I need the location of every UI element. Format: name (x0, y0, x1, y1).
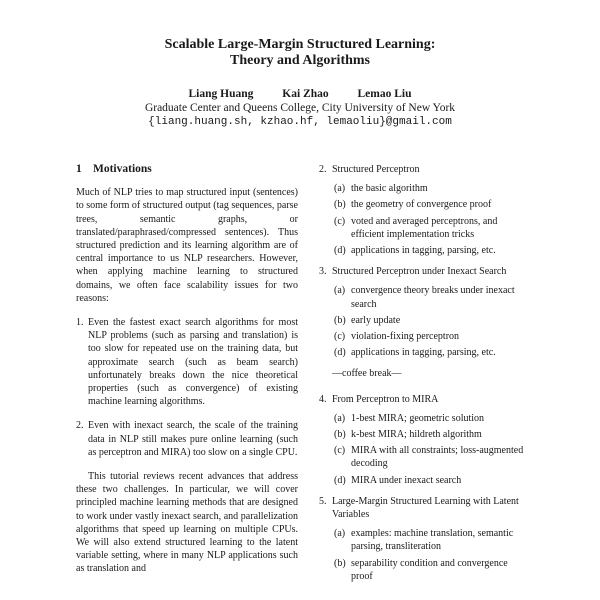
topic-subitem (319, 215, 525, 241)
list-item (76, 419, 298, 459)
subitem-text: the basic algorithm (351, 183, 428, 195)
topic-subitem (319, 444, 525, 470)
section-heading (76, 163, 298, 176)
subitem-text: k-best MIRA; hildreth algorithm (351, 429, 482, 441)
topic-subitem (319, 244, 525, 257)
topic-subitem (319, 198, 525, 211)
subitem-label: (c) (334, 445, 346, 457)
topic-subitem (319, 182, 525, 195)
topic-heading (319, 495, 525, 521)
list-item-text: Even the fastest exact search algorithms for most NLP problems (such as parsing and translation) is too slow for repeated use on the training data, but approximate search (such as beam search) unfortunately breaks down the nice theoretical properties (such as convergence) of existing machine learning algorithms. (88, 317, 298, 408)
subitem-label: (c) (334, 215, 346, 227)
section-title: Motivations (93, 163, 152, 175)
subitem-label: (a) (334, 285, 346, 297)
list-item-text: Even with inexact search, the scale of the training data in NLP still makes pure online learning (such as perceptron and MIRA) too slow on a single CPU. (88, 420, 298, 458)
topic-subitem (319, 330, 525, 343)
topic-number: 2. (319, 164, 327, 175)
topic-subitem (319, 557, 525, 583)
closing-paragraph: This tutorial reviews recent advances that address these two challenges. In particular, we will cover principled machine learning methods that are designed to work under vastly inexact search, and parallelization algorithms that speed up learning on multiple CPUs. We will also extend structured learning to the latent variable setting, where in many NLP applications such as translation and (76, 471, 298, 575)
affiliation: Graduate Center and Queens College, City University of New York (144, 102, 456, 114)
author-list (0, 88, 600, 100)
topic-subitem (319, 527, 525, 553)
outline-topic (319, 393, 525, 487)
topic-subitem (319, 284, 525, 310)
coffee-break: —coffee break— (332, 368, 402, 380)
topic-subitem (319, 412, 525, 425)
list-item-number: 1. (76, 317, 84, 329)
paper-title-line1: Scalable Large-Margin Structured Learning: (164, 37, 436, 52)
topic-heading (319, 163, 525, 176)
author-name: Liang Huang (188, 88, 254, 100)
subitem-label: (d) (334, 347, 346, 359)
author-name: Kai Zhao (282, 88, 329, 100)
subitem-label: (a) (334, 412, 346, 424)
topic-number: 3. (319, 266, 327, 278)
subitem-label: (b) (334, 199, 346, 211)
subitem-label: (c) (334, 331, 346, 343)
subitem-text: early update (351, 314, 401, 326)
topic-title: Large-Margin Structured Learning with Latent Variables (332, 495, 519, 521)
subitem-text: 1-best MIRA; geometric solution (351, 412, 485, 424)
email-addresses: {liang.huang.sh, kzhao.hf, lemaoliu}@gmail.com (148, 116, 452, 128)
topic-title: From Perceptron to MIRA (332, 393, 439, 405)
topic-heading (319, 265, 525, 278)
topic-subitem (319, 314, 525, 327)
subitem-label: (a) (334, 528, 346, 540)
subitem-text: MIRA with all constraints; loss-augmented decoding (351, 445, 524, 470)
topic-heading (319, 393, 525, 406)
topic-title: Structured Perceptron (332, 164, 420, 175)
topic-number: 5. (319, 495, 327, 507)
subitem-label: (b) (334, 557, 346, 569)
subitem-text: violation-fixing perceptron (351, 331, 460, 343)
subitem-text: separability condition and convergence proof (351, 557, 508, 582)
subitem-label: (a) (334, 183, 346, 195)
subitem-label: (d) (334, 245, 346, 257)
outline-topic (319, 163, 525, 257)
outline-topic (319, 265, 525, 359)
outline-topic (319, 495, 525, 583)
left-column (76, 163, 298, 576)
subitem-text: voted and averaged perceptrons, and efficient implementation tricks (351, 215, 498, 240)
subitem-text: the geometry of convergence proof (351, 199, 492, 211)
reasons-list (76, 316, 298, 459)
author-name: Lemao Liu (357, 88, 412, 100)
topic-subitem (319, 346, 525, 359)
right-column (319, 163, 525, 591)
list-item-number: 2. (76, 420, 84, 432)
topic-title: Structured Perceptron under Inexact Search (332, 266, 507, 278)
topic-subitem (319, 474, 525, 487)
subitem-text: applications in tagging, parsing, etc. (351, 347, 496, 359)
intro-paragraph: Much of NLP tries to map structured input (sentences) to some form of structured output (tag sequences, parse trees, semantic graphs, or translated/paraphrased/compressed sentences). Thus structured prediction and its learning algorithm are of central importance to us NLP researchers. However, when applying machine learning to structured domains, we often face scalability issues for two reasons: (76, 187, 298, 304)
list-item (76, 316, 298, 408)
subitem-label: (b) (334, 314, 346, 326)
subitem-text: MIRA under inexact search (351, 474, 462, 486)
subitem-text: applications in tagging, parsing, etc. (351, 245, 496, 257)
topic-number: 4. (319, 393, 327, 405)
subitem-label: (d) (334, 474, 346, 486)
subitem-label: (b) (334, 429, 346, 441)
paper-title-line2: Theory and Algorithms (229, 53, 370, 68)
topic-subitem (319, 428, 525, 441)
subitem-text: examples: machine translation, semantic parsing, transliteration (351, 528, 514, 553)
subitem-text: convergence theory breaks under inexact search (351, 285, 515, 310)
section-number: 1 (76, 163, 82, 175)
